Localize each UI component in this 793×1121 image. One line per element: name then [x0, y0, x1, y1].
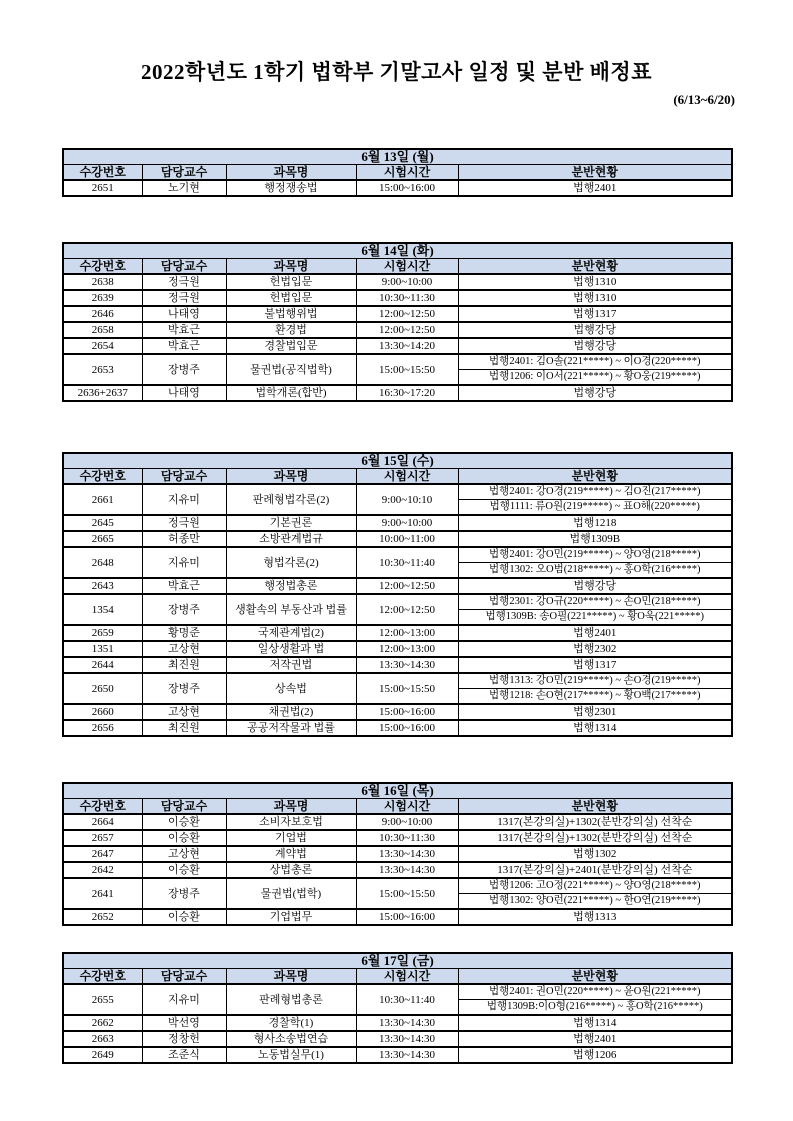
course-number-cell: 2653: [63, 354, 142, 385]
date-header-cell: 6월 15일 (수): [63, 453, 732, 469]
exam-time-cell: 12:00~13:00: [356, 625, 458, 641]
room-assignment-cell: 법행1310: [458, 290, 732, 306]
exam-time-cell: 9:00~10:10: [356, 484, 458, 515]
course-number-cell: 2661: [63, 484, 142, 515]
column-header-cell: 분반현황: [458, 469, 732, 485]
column-header-cell: 담당교수: [142, 969, 226, 985]
exam-schedule-tables: [0, 148, 793, 1064]
table-row: [63, 578, 732, 594]
professor-cell: 박효근: [142, 578, 226, 594]
room-assignment-cell: 법행강당: [458, 578, 732, 594]
column-header-cell: 과목명: [226, 799, 356, 815]
professor-cell: 고상현: [142, 641, 226, 657]
professor-cell: 이승환: [142, 814, 226, 830]
professor-cell: 박효근: [142, 338, 226, 354]
date-header-cell: 6월 16일 (목): [63, 783, 732, 799]
course-number-cell: 2650: [63, 673, 142, 704]
column-header-cell: 분반현황: [458, 165, 732, 181]
subject-cell: 행정쟁송법: [226, 180, 356, 196]
professor-cell: 최진원: [142, 720, 226, 736]
room-assignment-cell: 1317(본강의실)+2401(분반강의실) 선착순: [458, 862, 732, 878]
column-header-cell: 시험시간: [356, 259, 458, 275]
exam-time-cell: 15:00~15:50: [356, 673, 458, 704]
date-range-label: (6/13~6/20): [673, 92, 735, 107]
exam-time-cell: 10:30~11:40: [356, 547, 458, 578]
subject-cell: 경찰법입문: [226, 338, 356, 354]
table-row: [63, 290, 732, 306]
course-number-cell: 1351: [63, 641, 142, 657]
exam-time-cell: 10:30~11:30: [356, 830, 458, 846]
professor-cell: 조준식: [142, 1047, 226, 1063]
column-header-cell: 담당교수: [142, 469, 226, 485]
table-row: [63, 984, 732, 1000]
subject-cell: 판례형법총론: [226, 984, 356, 1015]
column-header-cell: 수강번호: [63, 969, 142, 985]
professor-cell: 정극원: [142, 515, 226, 531]
room-assignment-cell: 법행1313: 강O민(219*****) ~ 손O경(219*****): [458, 673, 732, 689]
exam-time-cell: 15:00~15:50: [356, 878, 458, 909]
table-row: [63, 306, 732, 322]
course-number-cell: 2646: [63, 306, 142, 322]
exam-time-cell: 13:30~14:30: [356, 1047, 458, 1063]
subject-cell: 헌법입문: [226, 274, 356, 290]
table-row: [63, 274, 732, 290]
room-assignment-cell: 법행2401: [458, 1031, 732, 1047]
column-header-cell: 수강번호: [63, 469, 142, 485]
professor-cell: 장병주: [142, 354, 226, 385]
exam-time-cell: 9:00~10:00: [356, 274, 458, 290]
professor-cell: 나태영: [142, 385, 226, 401]
column-header-cell: 수강번호: [63, 259, 142, 275]
room-assignment-cell: 법행1206: 이O서(221*****) ~ 황O웅(219*****): [458, 370, 732, 386]
room-assignment-cell: 법행2301: 강O규(220*****) ~ 손O민(218*****): [458, 594, 732, 610]
professor-cell: 장병주: [142, 878, 226, 909]
course-number-cell: 2641: [63, 878, 142, 909]
room-assignment-cell: 1317(본강의실)+1302(분반강의실) 선착순: [458, 830, 732, 846]
table-row: [63, 641, 732, 657]
room-assignment-cell: 법행1317: [458, 657, 732, 673]
subject-cell: 채권법(2): [226, 704, 356, 720]
subject-cell: 물권법(법학): [226, 878, 356, 909]
exam-time-cell: 13:30~14:30: [356, 846, 458, 862]
room-assignment-cell: 법행1111: 류O원(219*****) ~ 표O해(220*****): [458, 500, 732, 516]
exam-day-table: [62, 782, 733, 926]
professor-cell: 이승환: [142, 862, 226, 878]
column-header-cell: 과목명: [226, 969, 356, 985]
exam-time-cell: 9:00~10:00: [356, 515, 458, 531]
date-header-cell: 6월 13일 (월): [63, 149, 732, 165]
column-header-cell: 분반현황: [458, 259, 732, 275]
subject-cell: 상법총론: [226, 862, 356, 878]
subject-cell: 기업법무: [226, 909, 356, 925]
exam-time-cell: 9:00~10:00: [356, 814, 458, 830]
table-row: [63, 830, 732, 846]
room-assignment-cell: 법행1206: [458, 1047, 732, 1063]
course-number-cell: 2665: [63, 531, 142, 547]
course-number-cell: 2636+2637: [63, 385, 142, 401]
professor-cell: 정창헌: [142, 1031, 226, 1047]
room-assignment-cell: 법행1314: [458, 720, 732, 736]
room-assignment-cell: 법행1313: [458, 909, 732, 925]
column-header-cell: 분반현황: [458, 799, 732, 815]
column-header-cell: 분반현황: [458, 969, 732, 985]
professor-cell: 지유미: [142, 484, 226, 515]
course-number-cell: 2652: [63, 909, 142, 925]
column-header-cell: 과목명: [226, 469, 356, 485]
subject-cell: 헌법입문: [226, 290, 356, 306]
room-assignment-cell: 법행강당: [458, 322, 732, 338]
subject-cell: 기본권론: [226, 515, 356, 531]
table-row: [63, 1047, 732, 1063]
course-number-cell: 2664: [63, 814, 142, 830]
room-assignment-cell: 법행2401: 김O솔(221*****) ~ 이O경(220*****): [458, 354, 732, 370]
column-header-cell: 시험시간: [356, 469, 458, 485]
room-assignment-cell: 법행강당: [458, 385, 732, 401]
subject-cell: 노동법실무(1): [226, 1047, 356, 1063]
exam-day-table: [62, 148, 733, 197]
column-header-cell: 시험시간: [356, 165, 458, 181]
table-row: [63, 338, 732, 354]
subject-cell: 물권법(공직법학): [226, 354, 356, 385]
subject-cell: 상속법: [226, 673, 356, 704]
professor-cell: 정극원: [142, 290, 226, 306]
room-assignment-cell: 법행2401: 강O경(219*****) ~ 김O진(217*****): [458, 484, 732, 500]
subject-cell: 계약법: [226, 846, 356, 862]
course-number-cell: 2656: [63, 720, 142, 736]
course-number-cell: 2638: [63, 274, 142, 290]
subject-cell: 행정법총론: [226, 578, 356, 594]
room-assignment-cell: 법행1309B: 송O필(221*****) ~ 황O욱(221*****): [458, 610, 732, 626]
professor-cell: 나태영: [142, 306, 226, 322]
table-row: [63, 625, 732, 641]
professor-cell: 노기현: [142, 180, 226, 196]
professor-cell: 박선영: [142, 1015, 226, 1031]
professor-cell: 지유미: [142, 984, 226, 1015]
room-assignment-cell: 법행1218: [458, 515, 732, 531]
exam-time-cell: 15:00~16:00: [356, 909, 458, 925]
course-number-cell: 1354: [63, 594, 142, 625]
exam-time-cell: 15:00~16:00: [356, 180, 458, 196]
room-assignment-cell: 법행2401: 강O민(219*****) ~ 양O영(218*****): [458, 547, 732, 563]
subject-cell: 형사소송법연습: [226, 1031, 356, 1047]
exam-day-table: [62, 452, 733, 737]
room-assignment-cell: 법행1317: [458, 306, 732, 322]
table-row: [63, 704, 732, 720]
professor-cell: 허종만: [142, 531, 226, 547]
exam-time-cell: 15:00~16:00: [356, 720, 458, 736]
exam-time-cell: 13:30~14:30: [356, 1015, 458, 1031]
table-row: [63, 322, 732, 338]
column-header-cell: 담당교수: [142, 259, 226, 275]
table-row: [63, 878, 732, 894]
course-number-cell: 2657: [63, 830, 142, 846]
subject-cell: 불법행위법: [226, 306, 356, 322]
professor-cell: 장병주: [142, 594, 226, 625]
professor-cell: 이승환: [142, 909, 226, 925]
room-assignment-cell: 법행2401: [458, 625, 732, 641]
course-number-cell: 2654: [63, 338, 142, 354]
professor-cell: 정극원: [142, 274, 226, 290]
room-assignment-cell: 법행1302: [458, 846, 732, 862]
date-header-cell: 6월 14일 (화): [63, 243, 732, 259]
subject-cell: 형법각론(2): [226, 547, 356, 578]
course-number-cell: 2663: [63, 1031, 142, 1047]
table-row: [63, 354, 732, 370]
room-assignment-cell: 법행1206: 고O정(221*****) ~ 양O영(218*****): [458, 878, 732, 894]
column-header-cell: 시험시간: [356, 969, 458, 985]
exam-time-cell: 16:30~17:20: [356, 385, 458, 401]
column-header-cell: 수강번호: [63, 165, 142, 181]
table-row: [63, 180, 732, 196]
subject-cell: 국제관계법(2): [226, 625, 356, 641]
subject-cell: 소방관계법규: [226, 531, 356, 547]
exam-time-cell: 13:30~14:20: [356, 338, 458, 354]
room-assignment-cell: 법행2301: [458, 704, 732, 720]
room-assignment-cell: 법행1310: [458, 274, 732, 290]
professor-cell: 최진원: [142, 657, 226, 673]
course-number-cell: 2649: [63, 1047, 142, 1063]
exam-time-cell: 15:00~15:50: [356, 354, 458, 385]
table-row: [63, 657, 732, 673]
subject-cell: 환경법: [226, 322, 356, 338]
subject-cell: 공공저작물과 법률: [226, 720, 356, 736]
subject-cell: 기업법: [226, 830, 356, 846]
exam-time-cell: 12:00~12:50: [356, 594, 458, 625]
table-row: [63, 909, 732, 925]
subject-cell: 소비자보호법: [226, 814, 356, 830]
room-assignment-cell: 1317(본강의실)+1302(분반강의실) 선착순: [458, 814, 732, 830]
professor-cell: 지유미: [142, 547, 226, 578]
course-number-cell: 2655: [63, 984, 142, 1015]
subject-cell: 판례형법각론(2): [226, 484, 356, 515]
room-assignment-cell: 법행2302: [458, 641, 732, 657]
course-number-cell: 2659: [63, 625, 142, 641]
date-header-cell: 6월 17일 (금): [63, 953, 732, 969]
course-number-cell: 2639: [63, 290, 142, 306]
exam-time-cell: 12:00~12:50: [356, 306, 458, 322]
course-number-cell: 2658: [63, 322, 142, 338]
exam-time-cell: 12:00~12:50: [356, 578, 458, 594]
course-number-cell: 2660: [63, 704, 142, 720]
room-assignment-cell: 법행강당: [458, 338, 732, 354]
professor-cell: 고상현: [142, 846, 226, 862]
column-header-cell: 담당교수: [142, 165, 226, 181]
table-row: [63, 547, 732, 563]
course-number-cell: 2642: [63, 862, 142, 878]
table-row: [63, 720, 732, 736]
professor-cell: 박효근: [142, 322, 226, 338]
subject-cell: 일상생활과 법: [226, 641, 356, 657]
subject-cell: 경찰학(1): [226, 1015, 356, 1031]
room-assignment-cell: 법행2401: [458, 180, 732, 196]
subject-cell: 저작권법: [226, 657, 356, 673]
table-row: [63, 484, 732, 500]
professor-cell: 황명준: [142, 625, 226, 641]
table-row: [63, 814, 732, 830]
exam-time-cell: 15:00~16:00: [356, 704, 458, 720]
exam-time-cell: 13:30~14:30: [356, 862, 458, 878]
subject-cell: 법학개론(합반): [226, 385, 356, 401]
table-row: [63, 385, 732, 401]
room-assignment-cell: 법행1218: 손O현(217*****) ~ 황O백(217*****): [458, 689, 732, 705]
column-header-cell: 과목명: [226, 259, 356, 275]
room-assignment-cell: 법행1302: 오O범(218*****) ~ 홍O학(216*****): [458, 563, 732, 579]
professor-cell: 이승환: [142, 830, 226, 846]
table-row: [63, 862, 732, 878]
page-title: 2022학년도 1학기 법학부 기말고사 일정 및 분반 배정표: [141, 60, 652, 84]
course-number-cell: 2644: [63, 657, 142, 673]
room-assignment-cell: 법행1309B: [458, 531, 732, 547]
exam-day-table: [62, 952, 733, 1064]
exam-time-cell: 10:30~11:40: [356, 984, 458, 1015]
table-row: [63, 846, 732, 862]
course-number-cell: 2648: [63, 547, 142, 578]
exam-day-table: [62, 242, 733, 402]
exam-time-cell: 12:00~12:50: [356, 322, 458, 338]
column-header-cell: 시험시간: [356, 799, 458, 815]
exam-time-cell: 12:00~13:00: [356, 641, 458, 657]
course-number-cell: 2647: [63, 846, 142, 862]
room-assignment-cell: 법행1314: [458, 1015, 732, 1031]
room-assignment-cell: 법행1302: 양O런(221*****) ~ 한O연(219*****): [458, 894, 732, 910]
table-row: [63, 594, 732, 610]
course-number-cell: 2651: [63, 180, 142, 196]
table-row: [63, 673, 732, 689]
exam-time-cell: 13:30~14:30: [356, 657, 458, 673]
exam-time-cell: 10:00~11:00: [356, 531, 458, 547]
professor-cell: 장병주: [142, 673, 226, 704]
room-assignment-cell: 법행1309B:이O형(216*****) ~ 홍O학(216*****): [458, 1000, 732, 1016]
column-header-cell: 담당교수: [142, 799, 226, 815]
column-header-cell: 수강번호: [63, 799, 142, 815]
table-row: [63, 515, 732, 531]
table-row: [63, 1015, 732, 1031]
professor-cell: 고상현: [142, 704, 226, 720]
course-number-cell: 2662: [63, 1015, 142, 1031]
course-number-cell: 2643: [63, 578, 142, 594]
room-assignment-cell: 법행2401: 권O민(220*****) ~ 윤O원(221*****): [458, 984, 732, 1000]
table-row: [63, 1031, 732, 1047]
exam-time-cell: 10:30~11:30: [356, 290, 458, 306]
course-number-cell: 2645: [63, 515, 142, 531]
table-row: [63, 531, 732, 547]
exam-time-cell: 13:30~14:30: [356, 1031, 458, 1047]
column-header-cell: 과목명: [226, 165, 356, 181]
subject-cell: 생활속의 부동산과 법률: [226, 594, 356, 625]
